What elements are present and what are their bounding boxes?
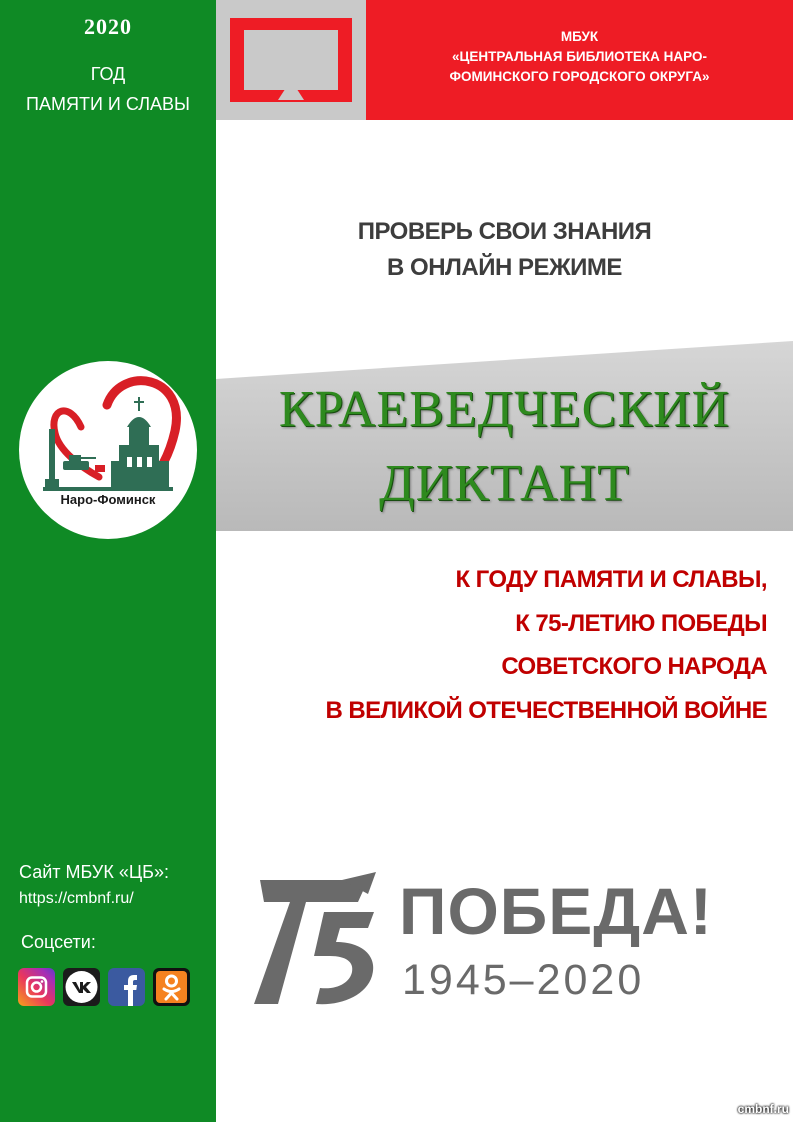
dedication-line-3: СОВЕТСКОГО НАРОДА [501, 653, 767, 680]
victory-75-emblem-icon [250, 872, 390, 1012]
subtitle-line-1: ПРОВЕРЬ СВОИ ЗНАНИЯ [357, 218, 652, 245]
dedication-line-1: К ГОДУ ПАМЯТИ И СЛАВЫ, [455, 566, 767, 593]
org-line-1: МБУК [560, 29, 599, 44]
sidebar [0, 0, 216, 1122]
facebook-icon[interactable] [108, 968, 145, 1006]
dedication-line-4: В ВЕЛИКОЙ ОТЕЧЕСТВЕННОЙ ВОЙНЕ [325, 697, 767, 724]
watermark: cmbnf.ru [737, 1102, 789, 1116]
year-caption-line1: ГОД [90, 64, 126, 84]
year-caption-line2: ПАМЯТИ И СЛАВЫ [26, 94, 190, 114]
org-line-3: ФОМИНСКОГО ГОРОДСКОГО ОКРУГА» [449, 69, 710, 84]
subtitle-line-2: В ОНЛАЙН РЕЖИМЕ [387, 254, 622, 281]
naro-fominsk-logo [19, 361, 197, 539]
social-links [18, 968, 190, 1006]
victory-word: ПОБЕДА! [399, 874, 713, 948]
odnoklassniki-icon[interactable] [153, 968, 190, 1006]
site-label: Сайт МБУК «ЦБ»: [19, 862, 169, 882]
year-label: 2020 [84, 14, 132, 39]
vk-icon[interactable] [63, 968, 100, 1006]
instagram-icon[interactable] [18, 968, 55, 1006]
library-logo-block [216, 0, 366, 120]
victory-years: 1945–2020 [402, 956, 645, 1004]
dedication-line-2: К 75-ЛЕТИЮ ПОБЕДЫ [515, 610, 767, 637]
title-line-2: ДИКТАНТ [379, 455, 630, 512]
book-icon [216, 0, 366, 120]
naro-fominsk-emblem-icon [19, 361, 197, 539]
social-label: Соцсети: [21, 932, 96, 952]
org-line-2: «ЦЕНТРАЛЬНАЯ БИБЛИОТЕКА НАРО- [452, 49, 707, 64]
organization-header [366, 0, 793, 120]
logo-caption: Наро-Фоминск [60, 492, 156, 507]
site-url-link[interactable]: https://cmbnf.ru/ [19, 890, 134, 907]
title-line-1: КРАЕВЕДЧЕСКИЙ [278, 381, 731, 438]
